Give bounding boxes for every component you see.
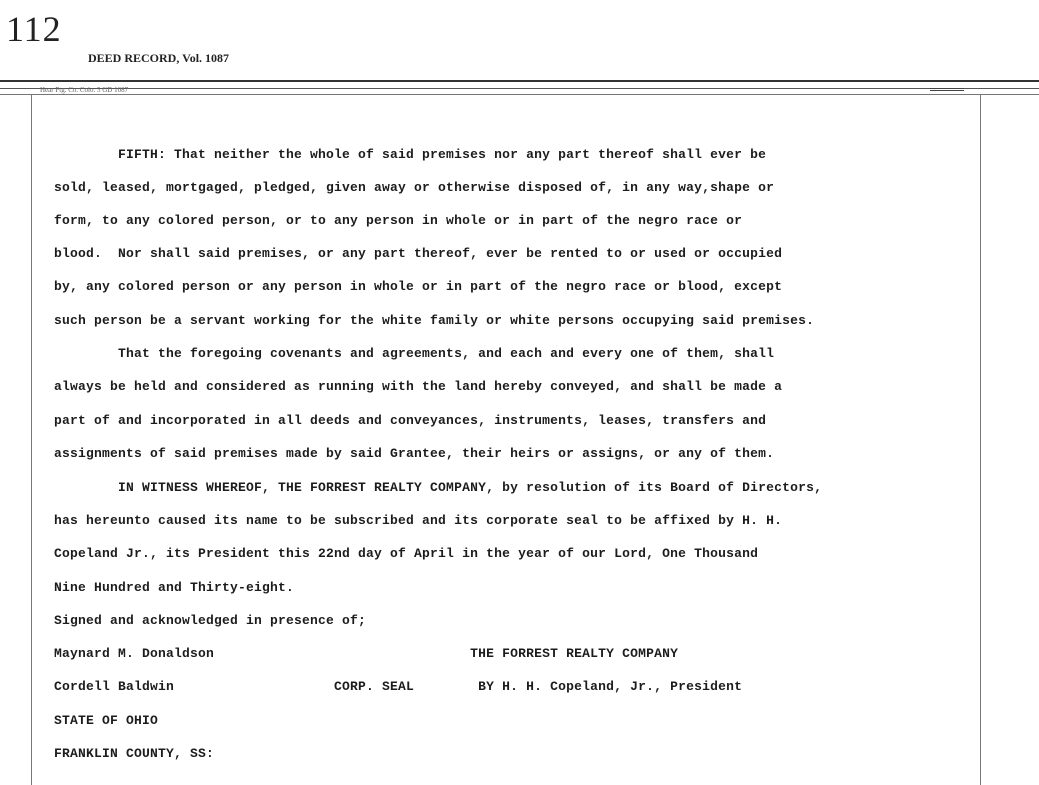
body-line: always be held and considered as running with the land hereby conveyed, and shall be made a	[54, 379, 783, 394]
body-line: form, to any colored person, or to any person in whole or in part of the negro race or	[54, 213, 743, 228]
body-line: has hereunto caused its name to be subscribed and its corporate seal to be affixed by H. H.	[54, 513, 783, 528]
body-line: Nine Hundred and Thirty-eight.	[54, 580, 295, 595]
body-line: assignments of said premises made by said Grantee, their heirs or assigns, or any of them.	[54, 446, 775, 461]
header-rule	[0, 80, 1039, 82]
body-line: such person be a servant working for the white family or white persons occupying said premises.	[54, 313, 815, 328]
state-line: STATE OF OHIO	[54, 713, 159, 728]
deed-record-header: DEED RECORD, Vol. 1087	[88, 51, 230, 65]
body-line: by, any colored person or any person in whole or in part of the negro race or blood, except	[54, 279, 783, 294]
county-line: FRANKLIN COUNTY, SS:	[54, 746, 215, 761]
body-line: IN WITNESS WHEREOF, THE FORREST REALTY COMPANY, by resolution of its Board of Directors,	[54, 480, 823, 495]
left-margin-line	[31, 95, 32, 785]
corner-mark	[930, 88, 964, 91]
header-rule-secondary	[0, 88, 1039, 89]
body-line: part of and incorporated in all deeds and conveyances, instruments, leases, transfers and	[54, 413, 767, 428]
body-line: sold, leased, mortgaged, pledged, given away or otherwise disposed of, in any way,shape or	[54, 180, 775, 195]
body-line: Signed and acknowledged in presence of;	[54, 613, 367, 628]
header-rule-tertiary	[0, 94, 1039, 95]
printer-tag: Hear Ptg. Co. Colo. 5 GD 1087	[40, 86, 129, 94]
body-line: That the foregoing covenants and agreements, and each and every one of them, shall	[54, 346, 775, 361]
page-number: 112	[6, 9, 62, 49]
body-line: blood. Nor shall said premises, or any part thereof, ever be rented to or used or occupied	[54, 246, 783, 261]
body-line: FIFTH: That neither the whole of said premises nor any part thereof shall ever be	[54, 147, 767, 162]
witness-signature-line: Maynard M. Donaldson THE FORREST REALTY COMPANY	[54, 646, 679, 661]
right-margin-line	[980, 95, 981, 785]
body-line: Copeland Jr., its President this 22nd day of April in the year of our Lord, One Thousand	[54, 546, 759, 561]
witness-signature-line: Cordell Baldwin CORP. SEAL BY H. H. Copeland, Jr., President	[54, 679, 743, 694]
